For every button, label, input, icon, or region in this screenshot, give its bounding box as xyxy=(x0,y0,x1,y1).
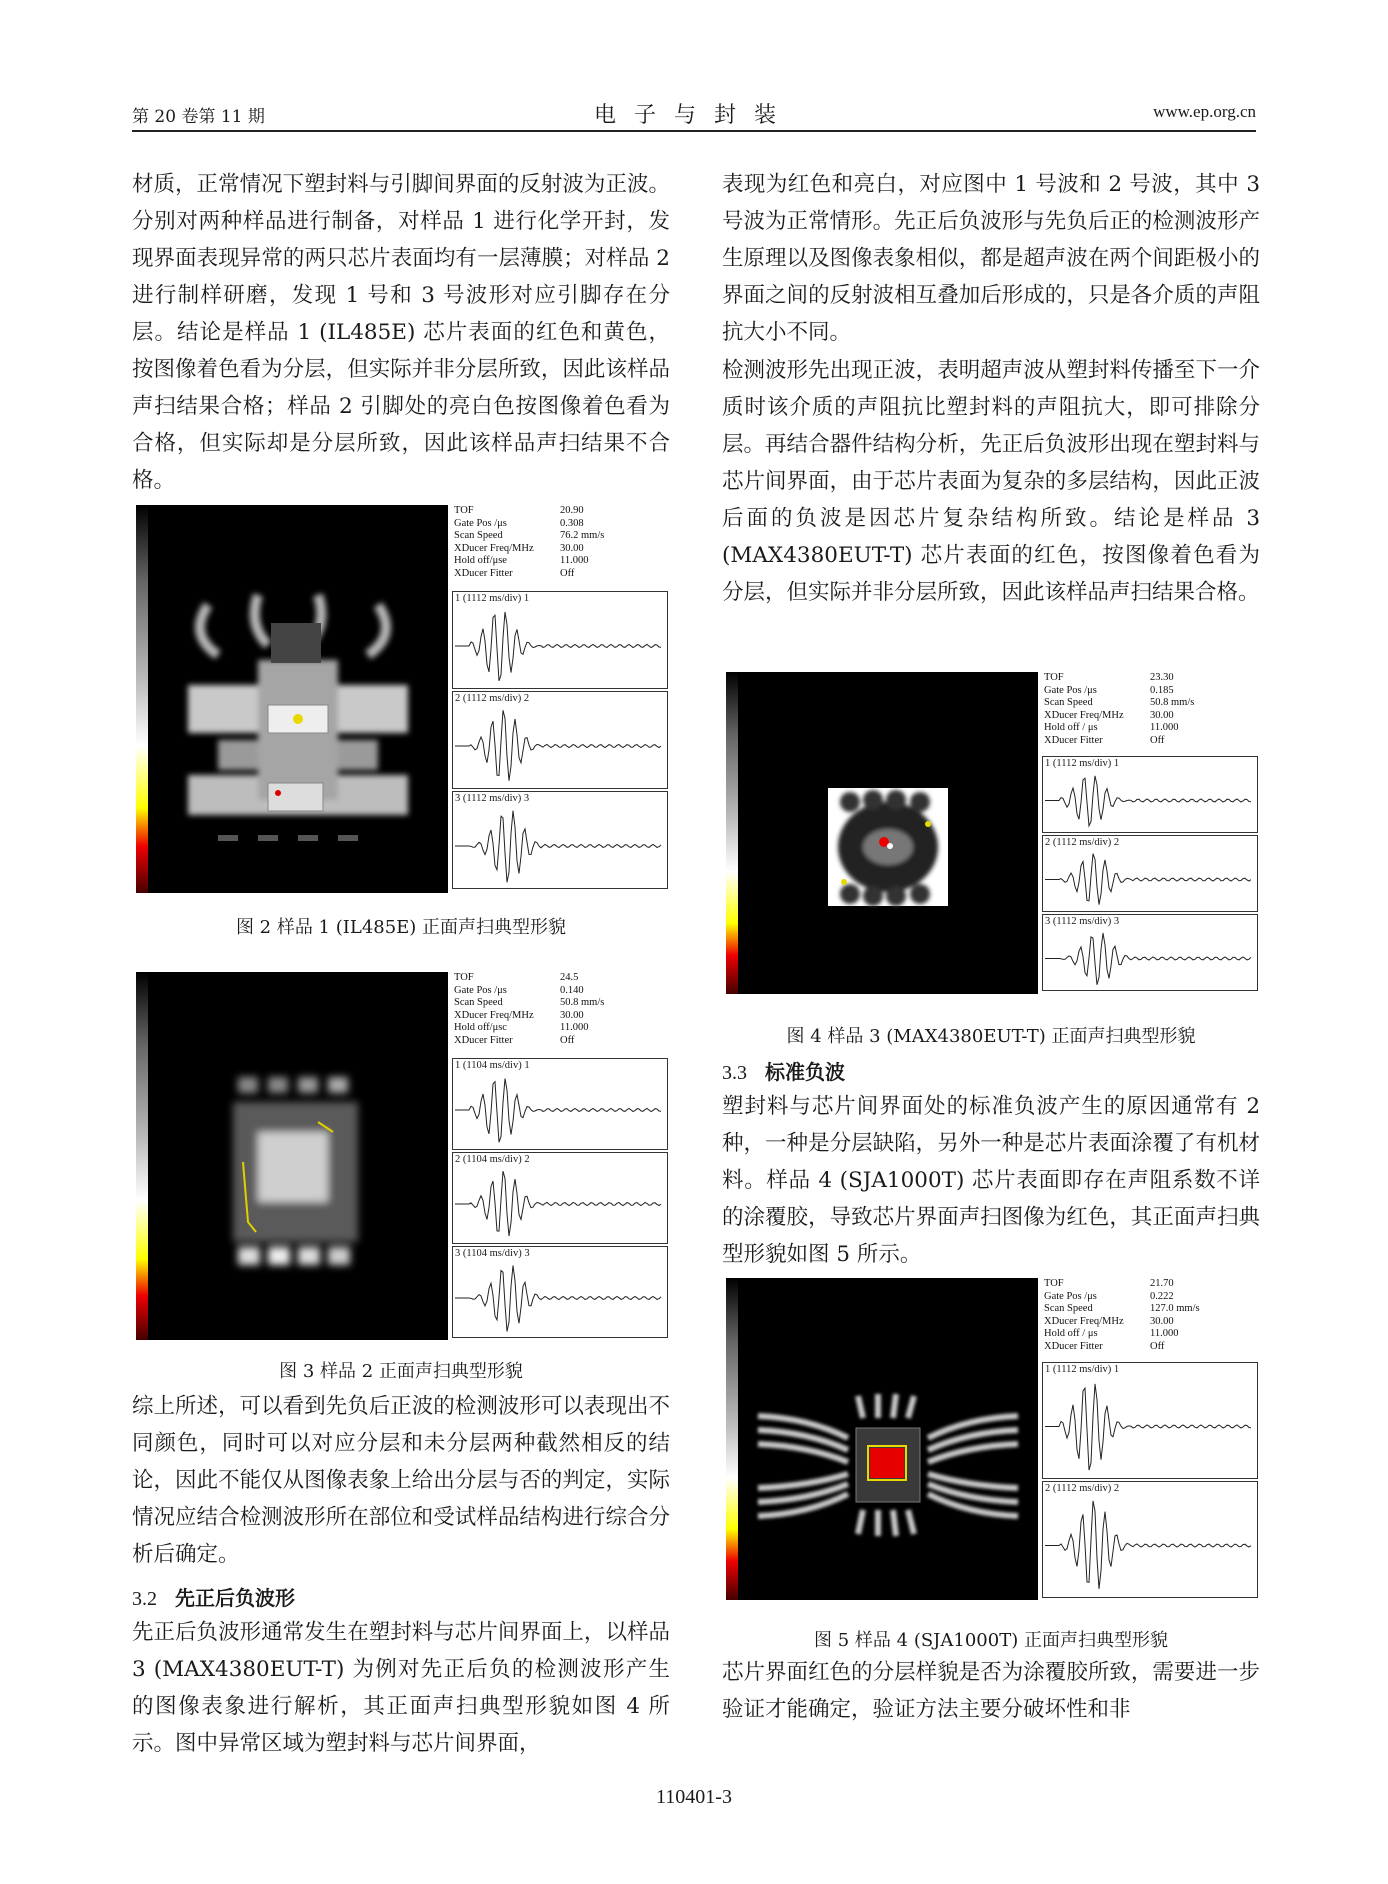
scan-parameters xyxy=(1042,1278,1258,1358)
scan-chip-drawing xyxy=(738,1278,1038,1600)
section-number: 3.2 xyxy=(132,1588,157,1610)
right-paragraph-3: 塑封料与芯片间界面处的标准负波产生的原因通常有 2 种，一种是分层缺陷，另外一种是芯片表面涂覆了有机材料。样品 4 (SJA1000T) 芯片表面即存在声阻系数不详的涂覆胶，导致芯片界面声扫图像为红色，其正面声扫典型形貌如图 5 所示。 xyxy=(722,1094,1260,1267)
param-row xyxy=(452,505,668,518)
param-row xyxy=(1042,1316,1258,1329)
figure-5-caption: 图 5 样品 4 (SJA1000T) 正面声扫典型形貌 xyxy=(814,1630,1168,1651)
color-scale-bar xyxy=(726,672,738,994)
waveform-line xyxy=(1045,933,1251,985)
figure-5 xyxy=(722,1278,1258,1600)
waveform-trace xyxy=(453,606,665,686)
waveform-trace xyxy=(453,1073,665,1147)
journal-title: 电子与封装 xyxy=(593,103,794,128)
param-value: 50.8 mm/s xyxy=(560,997,605,1008)
waveform-label: 3 (1112 ms/div) 3 xyxy=(1045,916,1120,927)
param-label: TOF xyxy=(1044,672,1064,683)
param-label: Hold off / μs xyxy=(1044,1328,1098,1339)
param-value: 30.00 xyxy=(1150,709,1174,721)
section-3-2-heading xyxy=(132,1582,295,1611)
left-paragraph-3: 先正后负波形通常发生在塑封料与芯片间界面上，以样品 3 (MAX4380EUT-T) 为例对先正后负的检测波形产生的图像表象进行解析，其正面声扫典型形貌如图 4 所示。图中异常区域为塑封料与芯片间界面， xyxy=(132,1620,670,1756)
param-row xyxy=(1042,722,1258,735)
param-label: Scan Speed xyxy=(454,530,503,541)
param-value: Off xyxy=(560,1034,575,1046)
param-label: XDucer Fitter xyxy=(1044,1340,1103,1352)
waveform-panel-2 xyxy=(452,691,668,789)
param-value: 20.90 xyxy=(560,505,584,516)
scan-parameters xyxy=(452,505,668,585)
param-value: 11.000 xyxy=(1150,722,1179,733)
yellow-spot xyxy=(293,714,303,724)
param-row xyxy=(1042,710,1258,723)
param-row xyxy=(452,985,668,998)
left-paragraph-2: 综上所述，可以看到先负后正波的检测波形可以表现出不同颜色，同时可以对应分层和未分层两种截然相反的结论，因此不能仅从图像表象上给出分层与否的判定，实际情况应结合检测波形所在部位和受试样品结构进行综合分析后确定。 xyxy=(132,1394,670,1567)
waveform-line xyxy=(455,1079,661,1143)
color-scale-bar xyxy=(136,505,148,893)
journal-url: www.ep.org.cn xyxy=(1153,102,1256,121)
figure-3 xyxy=(132,972,668,1340)
param-value: 0.308 xyxy=(560,517,584,529)
param-label: Scan Speed xyxy=(454,997,503,1008)
param-row xyxy=(1042,1278,1258,1291)
param-label: Gate Pos /μs xyxy=(1044,684,1097,696)
waveform-label: 3 (1104 ms/div) 3 xyxy=(455,1248,530,1259)
figure-4 xyxy=(722,672,1258,994)
param-label: Hold off/μsc xyxy=(454,1022,507,1033)
waveform-panel-3 xyxy=(1042,914,1258,991)
param-value: 0.185 xyxy=(1150,684,1174,696)
figure-2-caption: 图 2 样品 1 (IL485E) 正面声扫典型形貌 xyxy=(235,917,567,938)
param-value: 127.0 mm/s xyxy=(1150,1303,1200,1314)
param-label: XDucer Fitter xyxy=(454,1034,513,1046)
param-value: 76.2 mm/s xyxy=(560,530,605,541)
waveform-label: 2 (1112 ms/div) 2 xyxy=(455,693,530,704)
waveform-panel-3 xyxy=(452,791,668,889)
waveform-panel-1 xyxy=(1042,1362,1258,1479)
waveform-trace xyxy=(1043,771,1255,830)
param-label: TOF xyxy=(454,972,474,983)
param-row xyxy=(452,1010,668,1023)
scan-chip-drawing xyxy=(148,505,448,893)
waveform-trace xyxy=(453,806,665,886)
die-pad xyxy=(271,623,321,663)
waveform-line xyxy=(455,1266,661,1332)
section-title: 先正后负波形 xyxy=(175,1586,295,1610)
figure-4-caption: 图 4 样品 3 (MAX4380EUT-T) 正面声扫典型形貌 xyxy=(786,1026,1196,1047)
scan-chip-drawing xyxy=(738,672,1038,994)
waveform-panel-2 xyxy=(1042,835,1258,912)
param-value: Off xyxy=(1150,1340,1165,1352)
waveform-label: 2 (1112 ms/div) 2 xyxy=(1045,837,1120,848)
right-paragraph-4: 芯片界面红色的分层样貌是否为涂覆胶所致，需要进一步验证才能确定，验证方法主要分破坏性和非 xyxy=(722,1660,1260,1722)
param-value: 11.000 xyxy=(1150,1328,1179,1339)
waveform-trace xyxy=(453,1261,665,1335)
waveform-line xyxy=(455,710,661,780)
param-value: 0.222 xyxy=(1150,1290,1174,1302)
waveform-trace xyxy=(453,706,665,786)
param-value: Off xyxy=(1150,734,1165,746)
param-row xyxy=(1042,697,1258,710)
waveform-panel-1 xyxy=(452,591,668,689)
param-value: 50.8 mm/s xyxy=(1150,697,1195,708)
param-row xyxy=(452,972,668,985)
waveform-line xyxy=(1045,776,1251,826)
scan-parameters xyxy=(452,972,668,1052)
figure-3-caption: 图 3 样品 2 正面声扫典型形貌 xyxy=(279,1361,523,1382)
param-value: Off xyxy=(560,567,575,579)
waveform-label: 1 (1112 ms/div) 1 xyxy=(1045,1364,1120,1375)
waveform-label: 1 (1112 ms/div) 1 xyxy=(1045,758,1120,769)
figure-2 xyxy=(132,505,668,893)
color-scale-bar xyxy=(726,1278,738,1600)
param-row xyxy=(1042,1303,1258,1316)
acoustic-scan-image xyxy=(738,672,1038,994)
param-label: Scan Speed xyxy=(1044,1303,1093,1314)
waveform-trace xyxy=(1043,929,1255,988)
section-number: 3.3 xyxy=(722,1062,747,1084)
waveform-label: 2 (1104 ms/div) 2 xyxy=(455,1154,530,1165)
param-row xyxy=(452,568,668,581)
waveform-label: 1 (1112 ms/div) 1 xyxy=(455,593,530,604)
scan-chip-drawing xyxy=(148,972,448,1340)
acoustic-scan-image xyxy=(148,972,448,1340)
param-row xyxy=(1042,735,1258,748)
section-3-3-heading xyxy=(722,1056,845,1085)
waveform-trace xyxy=(1043,1377,1255,1476)
param-label: XDucer Fitter xyxy=(454,567,513,579)
param-label: Hold off / μs xyxy=(1044,722,1098,733)
param-value: 23.30 xyxy=(1150,672,1174,683)
param-row xyxy=(452,543,668,556)
param-label: XDucer Freq/MHz xyxy=(454,542,534,554)
param-value: 24.5 xyxy=(560,972,579,983)
param-row xyxy=(1042,685,1258,698)
color-scale-bar xyxy=(136,972,148,1340)
param-row xyxy=(452,1022,668,1035)
chip-bright-region-2 xyxy=(268,783,323,811)
param-value: 11.000 xyxy=(560,555,589,566)
waveform-panel-3 xyxy=(452,1246,668,1338)
waveform-trace xyxy=(1043,850,1255,909)
waveform-line xyxy=(455,612,661,681)
param-row xyxy=(1042,1328,1258,1341)
waveform-label: 2 (1112 ms/div) 2 xyxy=(1045,1483,1120,1494)
param-label: XDucer Freq/MHz xyxy=(1044,709,1124,721)
param-label: XDucer Freq/MHz xyxy=(1044,1315,1124,1327)
right-paragraph-1: 表现为红色和亮白，对应图中 1 号波和 2 号波，其中 3 号波为正常情形。先正后负波形与先负后正的检测波形产生原理以及图像表象相似，都是超声波在两个间距极小的界面之间的反射波相互叠加后形成的，只是各介质的声阻抗大小不同。 xyxy=(722,172,1260,345)
waveform-panel-2 xyxy=(452,1152,668,1244)
page-number: 110401-3 xyxy=(656,1786,732,1808)
param-value: 30.00 xyxy=(1150,1315,1174,1327)
param-value: 11.000 xyxy=(560,1022,589,1033)
param-value: 21.70 xyxy=(1150,1278,1174,1289)
waveform-label: 3 (1112 ms/div) 3 xyxy=(455,793,530,804)
running-header xyxy=(132,102,1256,132)
param-value: 0.140 xyxy=(560,984,584,996)
param-row xyxy=(452,518,668,531)
waveform-trace xyxy=(453,1167,665,1241)
param-label: Gate Pos /μs xyxy=(454,984,507,996)
header-rule xyxy=(132,130,1256,132)
acoustic-scan-image xyxy=(148,505,448,893)
param-label: XDucer Freq/MHz xyxy=(454,1009,534,1021)
param-row xyxy=(1042,1291,1258,1304)
waveform-panel-2 xyxy=(1042,1481,1258,1598)
waveform-panel-1 xyxy=(1042,756,1258,833)
volume-issue: 第 20 卷第 11 期 xyxy=(132,107,265,127)
param-row xyxy=(452,555,668,568)
param-label: XDucer Fitter xyxy=(1044,734,1103,746)
param-row xyxy=(452,997,668,1010)
param-label: TOF xyxy=(1044,1278,1064,1289)
waveform-line xyxy=(1045,1384,1251,1470)
section-title: 标准负波 xyxy=(765,1060,845,1084)
red-spot xyxy=(275,790,281,796)
waveform-line xyxy=(1045,854,1251,905)
param-row xyxy=(1042,672,1258,685)
scan-parameters xyxy=(1042,672,1258,752)
param-value: 30.00 xyxy=(560,1009,584,1021)
waveform-line xyxy=(1045,1501,1251,1589)
waveform-line xyxy=(455,811,661,883)
param-label: TOF xyxy=(454,505,474,516)
waveform-line xyxy=(455,1171,661,1236)
right-paragraph-2: 检测波形先出现正波，表明超声波从塑封料传播至下一介质时该介质的声阻抗比塑封料的声阻抗大，即可排除分层。再结合器件结构分析，先正后负波形出现在塑封料与芯片间界面，由于芯片表面为复杂的多层结构，因此正波后面的负波是因芯片复杂结构所致。结论是样品 3 (MAX4380EUT-T) 芯片表面的红色，按图像着色看为分层，但实际并非分层所致，因此该样品声扫结果合格。 xyxy=(722,358,1260,605)
param-row xyxy=(452,1035,668,1048)
param-label: Gate Pos /μs xyxy=(454,517,507,529)
param-label: Hold off/μse xyxy=(454,555,507,566)
waveform-trace xyxy=(1043,1496,1255,1595)
param-value: 30.00 xyxy=(560,542,584,554)
waveform-panel-1 xyxy=(452,1058,668,1150)
waveform-label: 1 (1104 ms/div) 1 xyxy=(455,1060,530,1071)
param-row xyxy=(452,530,668,543)
param-label: Scan Speed xyxy=(1044,697,1093,708)
red-die-region xyxy=(870,1448,904,1478)
param-row xyxy=(1042,1341,1258,1354)
left-paragraph-1: 材质，正常情况下塑封料与引脚间界面的反射波为正波。分别对两种样品进行制备，对样品 1 进行化学开封，发现界面表现异常的两只芯片表面均有一层薄膜；对样品 2 进行制样研磨，发现 1 号和 3 号波形对应引脚存在分层。结论是样品 1 (IL485E) 芯片表面的红色和黄色，按图像着色看为分层，但实际并非分层所致，因此该样品声扫结果合格；样品 2 引脚处的亮白色按图像着色看为合格，但实际却是分层所致，因此该样品声扫结果不合格。 xyxy=(132,172,670,493)
acoustic-scan-image xyxy=(738,1278,1038,1600)
param-label: Gate Pos /μs xyxy=(1044,1290,1097,1302)
